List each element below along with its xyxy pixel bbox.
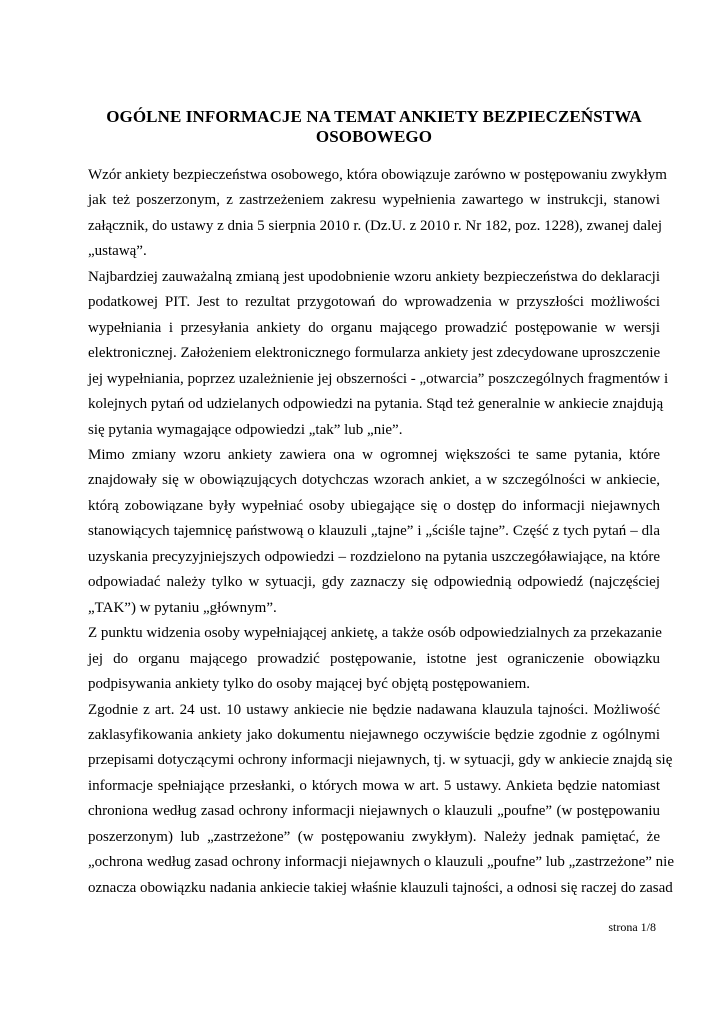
document-body	[88, 163, 674, 901]
text-line: którą zobowiązane były wypełniać osoby ubiegające się o dostęp do informacji niejawnych	[88, 497, 660, 514]
text-line: stanowiących tajemnicę państwową o klauzuli „tajne” i „ściśle tajne”. Część z tych pytań – dla	[88, 523, 660, 540]
text-line: zaklasyfikowania ankiety jako dokumentu niejawnego oczywiście będzie zgodnie z ogólnymi	[88, 726, 660, 743]
text-line: jej do organu mającego prowadzić postępowanie, istotne jest ograniczenie obowiązku	[88, 650, 660, 667]
text-line: „TAK”) w pytaniu „głównym”.	[88, 599, 277, 616]
text-line: przepisami dotyczącymi ochrony informacji niejawnych, tj. w sytuacji, gdy w ankiecie znajdą się	[88, 752, 673, 769]
text-line: Wzór ankiety bezpieczeństwa osobowego, która obowiązuje zarówno w postępowaniu zwykłym	[88, 167, 667, 183]
text-line: jej wypełniania, poprzez uzależnienie jej obszerności - „otwarcia” poszczególnych fragmentów i	[88, 370, 669, 387]
text-line: znajdowały się w obowiązujących dotychczas wzorach ankiet, a w szczególności w ankiecie,	[88, 472, 660, 489]
text-line: podatkowej PIT. Jest to rezultat przygotowań do wprowadzenia w przyszłości możliwości	[88, 294, 660, 311]
title-line: OSOBOWEGO	[315, 127, 433, 146]
text-line: uzyskania precyzyjniejszych odpowiedzi – rozdzielono na pytania uszczegóławiające, na które	[88, 548, 660, 565]
text-line: podpisywania ankiety tylko do osoby mającej być objętą postępowaniem.	[88, 676, 530, 693]
title-line: OGÓLNE INFORMACJE NA TEMAT ANKIETY BEZPIECZEŃSTWA	[106, 107, 642, 126]
page-number: strona 1/8	[608, 920, 656, 934]
text-line: informacje spełniające przesłanki, o których mowa w art. 5 ustawy. Ankieta będzie natomiast	[88, 777, 660, 794]
text-line: Z punktu widzenia osoby wypełniającej ankietę, a także osób odpowiedzialnych za przekazanie	[88, 625, 662, 642]
text-line: załącznik, do ustawy z dnia 5 sierpnia 2010 r. (Dz.U. z 2010 r. Nr 182, poz. 1228), zwanej dalej	[88, 217, 662, 234]
document-title	[88, 107, 660, 147]
text-line: się pytania wymagające odpowiedzi „tak” lub „nie”.	[88, 421, 403, 438]
text-line: Mimo zmiany wzoru ankiety zawiera ona w ogromnej większości te same pytania, które	[88, 446, 660, 463]
text-line: chroniona według zasad ochrony informacji niejawnych o klauzuli „poufne” (w postępowaniu	[88, 803, 660, 820]
text-line: wypełniania i przesyłania ankiety do organu mającego prowadzić postępowanie w wersji	[88, 319, 660, 336]
text-line: „ochrona według zasad ochrony informacji niejawnych o klauzuli „poufne” lub „zastrzeżone” nie	[88, 854, 674, 871]
text-line: oznacza obowiązku nadania ankiecie takiej właśnie klauzuli tajności, a odnosi się raczej do zasad	[88, 879, 673, 896]
text-line: Najbardziej zauważalną zmianą jest upodobnienie wzoru ankiety bezpieczeństwa do deklaracji	[88, 268, 660, 285]
text-line: kolejnych pytań od udzielanych odpowiedzi na pytania. Stąd też generalnie w ankiecie znajdują	[88, 396, 664, 413]
text-line: elektronicznej. Założeniem elektronicznego formularza ankiety jest zdecydowane uproszczenie	[88, 345, 661, 362]
text-line: „ustawą”.	[88, 243, 147, 260]
text-line: jak też poszerzonym, z zastrzeżeniem zakresu wypełnienia zawartego w instrukcji, stanowi	[88, 192, 660, 209]
text-line: Zgodnie z art. 24 ust. 10 ustawy ankiecie nie będzie nadawana klauzula tajności. Możliwość	[88, 701, 660, 718]
text-line: odpowiadać należy tylko w sytuacji, gdy zaznaczy się odpowiednią odpowiedź (najczęściej	[88, 574, 660, 591]
text-line: poszerzonym) lub „zastrzeżone” (w postępowaniu zwykłym). Należy jednak pamiętać, że	[88, 828, 660, 845]
